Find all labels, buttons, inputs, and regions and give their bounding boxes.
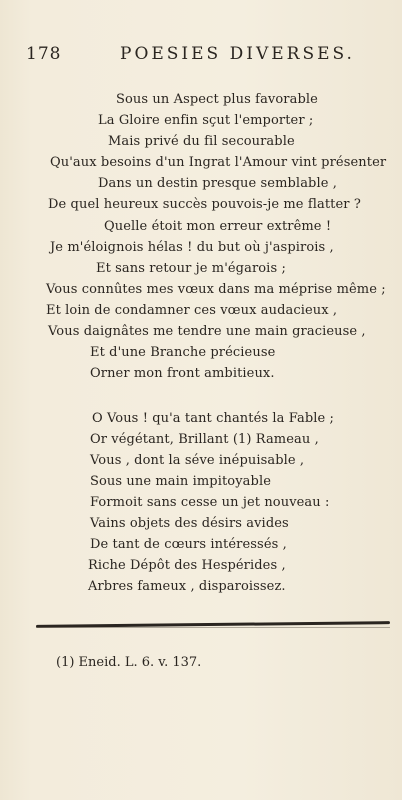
verse-line: De tant de cœurs intéressés ,	[90, 537, 287, 552]
verse-line: O Vous ! qu'a tant chantés la Fable ;	[92, 411, 335, 426]
verse-line: Qu'aux besoins d'un Ingrat l'Amour vint présenter	[50, 155, 387, 170]
verse-line: De quel heureux succès pouvois-je me flatter ?	[48, 197, 361, 212]
verse-line: Et sans retour je m'égarois ;	[96, 261, 286, 276]
verse-line: Sous un Aspect plus favorable	[116, 92, 318, 107]
verse-line: Vains objets des désirs avides	[90, 516, 289, 531]
verse-line: Et loin de condamner ces vœux audacieux ,	[46, 303, 338, 318]
verse-line: Je m'éloignois hélas ! du but où j'aspirois ,	[50, 240, 334, 255]
verse-line: Mais privé du fil secourable	[108, 134, 295, 149]
verse-line: Riche Dépôt des Hespérides ,	[88, 558, 286, 573]
verse-line: Or végétant, Brillant (1) Rameau ,	[90, 432, 319, 447]
verse-line: Dans un destin presque semblable ,	[98, 176, 337, 191]
verse-line: Orner mon front ambitieux.	[90, 366, 275, 381]
verse-line: Formoit sans cesse un jet nouveau :	[90, 495, 330, 510]
verse-line: La Gloire enfin sçut l'emporter ;	[98, 113, 314, 128]
running-head: POESIES DIVERSES.	[120, 44, 355, 64]
verse-line: Et d'une Branche précieuse	[90, 345, 276, 360]
verse-line: Quelle étoit mon erreur extrême !	[104, 219, 332, 234]
footnote: (1) Eneid. L. 6. v. 137.	[56, 655, 202, 670]
footnote-rule-shadow	[36, 627, 390, 628]
verse-line: Arbres fameux , disparoissez.	[88, 579, 286, 594]
verse-line: Sous une main impitoyable	[90, 474, 272, 489]
page-header	[26, 44, 382, 68]
verse-line: Vous daignâtes me tendre une main gracieuse ,	[48, 324, 366, 339]
page-number: 178	[26, 44, 62, 64]
verse-line: Vous connûtes mes vœux dans ma méprise même ;	[46, 282, 386, 297]
verse-line: Vous , dont la séve inépuisable ,	[90, 453, 305, 468]
